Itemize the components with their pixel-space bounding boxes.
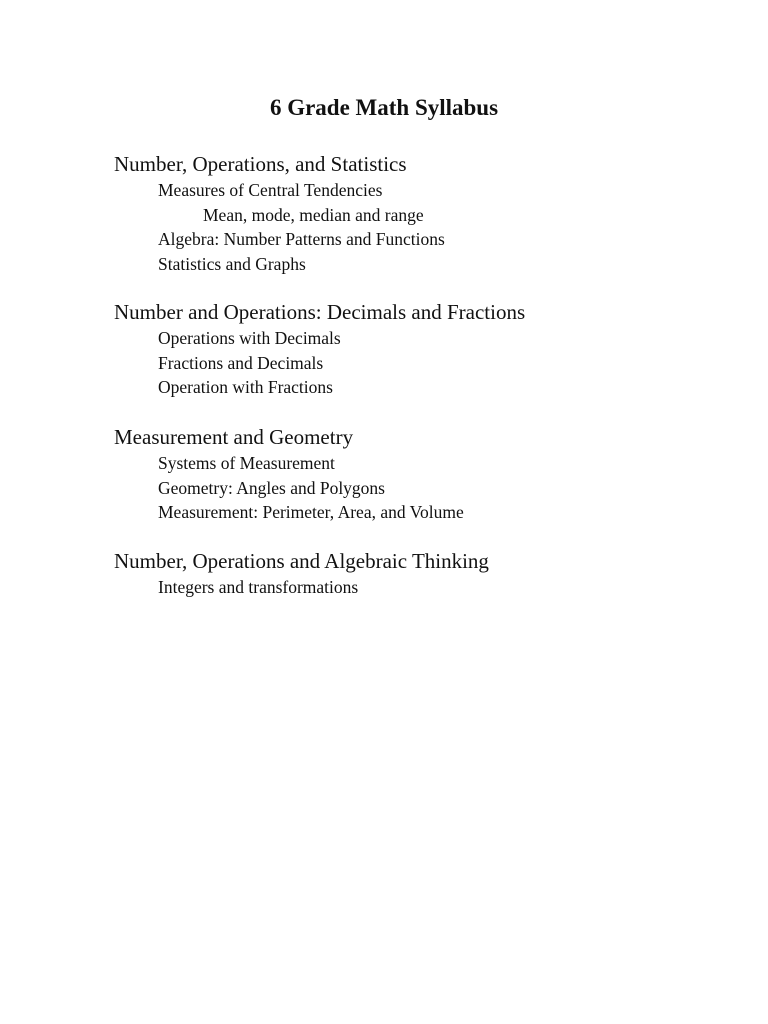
- section-decimals-fractions: [114, 298, 734, 400]
- topic-item: Geometry: Angles and Polygons: [158, 477, 385, 498]
- topic-item: Integers and transformations: [158, 577, 359, 597]
- topic-list: [114, 326, 734, 400]
- topic-item: Measurement: Perimeter, Area, and Volume: [158, 502, 464, 522]
- topic-item: Operation with Fractions: [158, 377, 333, 397]
- subtopic-item: Mean, mode, median and range: [203, 204, 424, 225]
- topic-list: [114, 451, 734, 525]
- topic-item: Algebra: Number Patterns and Functions: [158, 229, 445, 249]
- topic-item: Measures of Central Tendencies: [158, 180, 383, 200]
- section-number-operations-statistics: [114, 150, 734, 276]
- section-measurement-geometry: [114, 423, 734, 525]
- topic-item: Fractions and Decimals: [158, 352, 324, 373]
- topic-list: [114, 575, 734, 600]
- section-heading: Number, Operations and Algebraic Thinking: [114, 549, 489, 573]
- topic-item: Systems of Measurement: [158, 453, 335, 473]
- section-algebraic-thinking: [114, 547, 734, 600]
- section-heading: Measurement and Geometry: [114, 425, 354, 449]
- section-heading: Number, Operations, and Statistics: [114, 152, 407, 176]
- topic-item: Operations with Decimals: [158, 328, 341, 348]
- section-heading: Number and Operations: Decimals and Fractions: [114, 300, 526, 324]
- topic-list: [114, 178, 734, 276]
- page-title: 6 Grade Math Syllabus: [269, 95, 499, 120]
- topic-item: Statistics and Graphs: [158, 253, 306, 274]
